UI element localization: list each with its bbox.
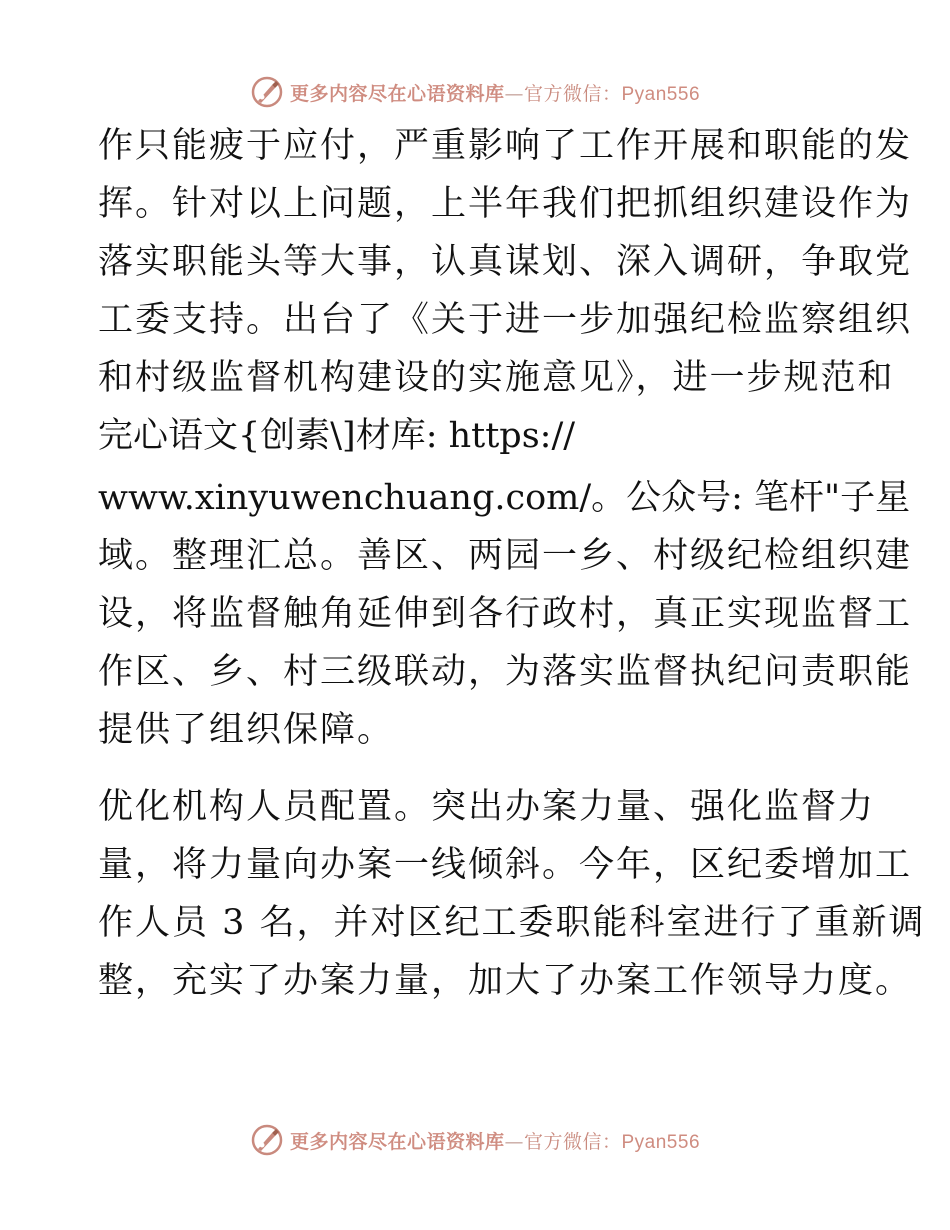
footer-banner — [0, 1120, 950, 1160]
footer-handle: Pyan556 — [621, 1131, 701, 1153]
text-line: 提供了组织保障。 — [98, 710, 395, 750]
footer-wechat-label: 官方微信： — [523, 1130, 622, 1153]
text-line: 和村级监督机构建设的实施意见》，进一步规范和 — [98, 358, 895, 398]
header-handle: Pyan556 — [621, 83, 701, 105]
text-line: www.xinyuwenchuang.com/。公众号: 笔杆"子星 — [98, 478, 911, 518]
footer-separator: — — [504, 1130, 524, 1153]
header-brand: 更多内容尽在心语资料库 — [289, 82, 505, 105]
text-line: 完心语文{创素\]材库: https:// — [98, 416, 576, 456]
pen-logo-icon — [250, 1123, 284, 1157]
text-line: 作区、乡、村三级联动，为落实监督执纪问责职能 — [98, 652, 913, 692]
header-banner-text — [290, 79, 700, 106]
header-separator: — — [504, 82, 524, 105]
text-line: 落实职能头等大事，认真谋划、深入调研，争取党 — [98, 242, 913, 282]
header-wechat-label: 官方微信： — [523, 82, 622, 105]
pen-logo-icon — [250, 75, 284, 109]
text-line: 整，充实了办案力量，加大了办案工作领导力度。 — [98, 961, 913, 1001]
text-line: 设，将监督触角延伸到各行政村，真正实现监督工 — [98, 594, 913, 634]
text-line: 量，将力量向办案一线倾斜。今年，区纪委增加工 — [98, 845, 913, 885]
footer-banner-text — [290, 1127, 700, 1154]
text-line: 优化机构人员配置。突出办案力量、强化监督力 — [98, 787, 876, 827]
text-line: 挥。针对以上问题，上半年我们把抓组织建设作为 — [98, 184, 913, 224]
text-line: 工委支持。出台了《关于进一步加强纪检监察组织 — [98, 300, 913, 340]
text-line: 作人员 3 名，并对区纪工委职能科室进行了重新调 — [98, 903, 926, 943]
text-line: 域。整理汇总。善区、两园一乡、村级纪检组织建 — [98, 536, 913, 576]
text-line: 作只能疲于应付，严重影响了工作开展和职能的发 — [98, 126, 913, 166]
footer-brand: 更多内容尽在心语资料库 — [289, 1130, 505, 1153]
header-banner — [0, 72, 950, 112]
